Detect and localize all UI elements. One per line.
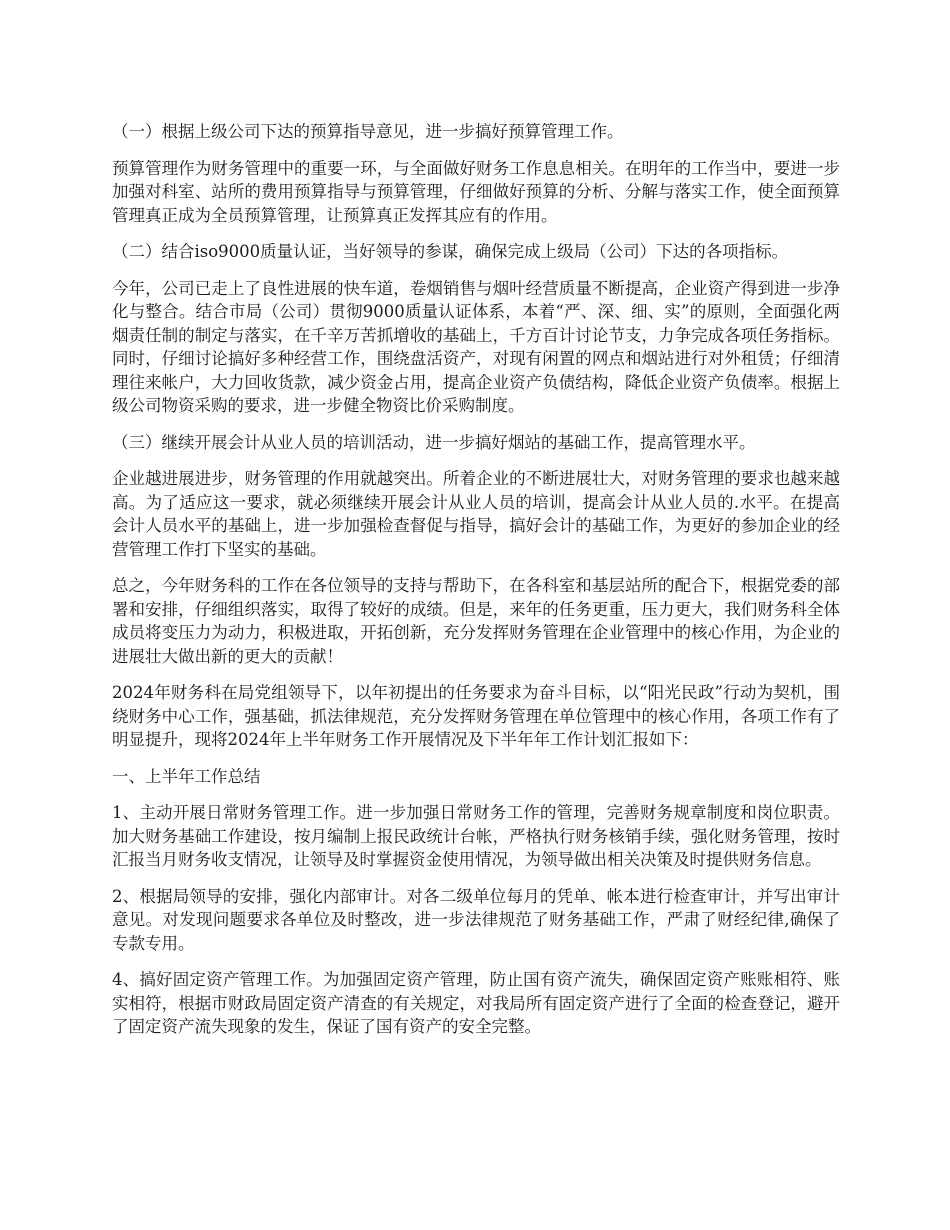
paragraph-3: （二）结合iso9000质量认证，当好领导的参谋，确保完成上级局（公司）下达的各项指标。 [112, 242, 789, 261]
paragraph-1: （一）根据上级公司下达的预算指导意见，进一步搞好预算管理工作。 [112, 122, 624, 141]
section-heading: 一、上半年工作总结 [112, 766, 261, 786]
paragraph-11: 4、搞好固定资产管理工作。为加强固定资产管理，防止国有资产流失，确保固定资产账账相符、账实相符，根据市财政局固定资产清查的有关规定，对我局所有固定资产进行了全面的检查登记，避开了固定资产流失现象的发生，保证了国有资产的安全完整。 [112, 970, 840, 1036]
paragraph-4: 今年，公司已走上了良性进展的快车道，卷烟销售与烟叶经营质量不断提高，企业资产得到进一步净化与整合。结合市局（公司）贯彻9000质量认证体系，本着“严、深、细、实”的原则，全面强化两烟责任制的制定与落实，在千辛万苦抓增收的基础上，千方百计讨论节支，力争完成各项任务指标。同时，仔细讨论搞好多种经营工作，围绕盘活资产，对现有闲置的网点和烟站进行对外租赁；仔细清理往来帐户，大力回收货款，减少资金占用，提高企业资产负债结构，降低企业资产负债率。根据上级公司物资采购的要求，进一步健全物资比价采购制度。 [112, 278, 840, 415]
document-body [112, 120, 840, 1052]
paragraph-10: 2、根据局领导的安排，强化内部审计。对各二级单位每月的凭单、帐本进行检查审计，并写出审计意见。对发现问题要求各单位及时整改，进一步法律规范了财务基础工作，严肃了财经纪律,确保了专款专用。 [112, 886, 840, 953]
paragraph-2: 预算管理作为财务管理中的重要一环，与全面做好财务工作息息相关。在明年的工作当中，要进一步加强对科室、站所的费用预算指导与预算管理，仔细做好预算的分析、分解与落实工作，使全面预算管理真正成为全员预算管理，让预算真正发挥其应有的作用。 [112, 158, 840, 225]
paragraph-7: 总之，今年财务科的工作在各位领导的支持与帮助下，在各科室和基层站所的配合下，根据党委的部署和安排，仔细组织落实，取得了较好的成绩。但是，来年的任务更重，压力更大，我们财务科全体成员将变压力为动力，积极进取，开拓创新，充分发挥财务管理在企业管理中的核心作用，为企业的进展壮大做出新的更大的贡献！ [112, 576, 840, 666]
paragraph-9: 1、主动开展日常财务管理工作。进一步加强日常财务工作的管理，完善财务规章制度和岗位职责。加大财务基础工作建设，按月编制上报民政统计台帐，严格执行财务核销手续，强化财务管理，按时汇报当月财务收支情况，让领导及时掌握资金使用情况，为领导做出相关决策及时提供财务信息。 [112, 803, 840, 869]
paragraph-6: 企业越进展进步，财务管理的作用就越突出。所着企业的不断进展壮大，对财务管理的要求也越来越高。为了适应这一要求，就必须继续开展会计从业人员的培训，提高会计从业人员的.水平。在提高会计人员水平的基础上，进一步加强检查督促与指导，搞好会计的基础工作，为更好的参加企业的经营管理工作打下坚实的基础。 [112, 469, 840, 559]
paragraph-8: 2024年财务科在局党组领导下，以年初提出的任务要求为奋斗目标，以“阳光民政”行动为契机，围绕财务中心工作，强基础，抓法律规范，充分发挥财务管理在单位管理中的核心作用，各项工作有了明显提升，现将2024年上半年财务工作开展情况及下半年年工作计划汇报如下： [112, 683, 840, 749]
paragraph-5: （三）继续开展会计从业人员的培训活动，进一步搞好烟站的基础工作，提高管理水平。 [112, 432, 756, 452]
